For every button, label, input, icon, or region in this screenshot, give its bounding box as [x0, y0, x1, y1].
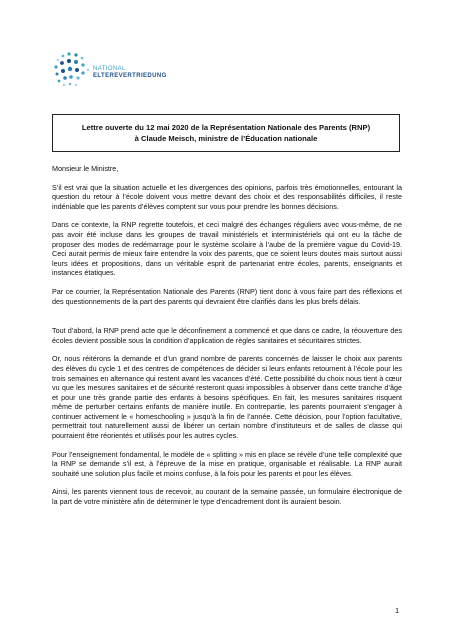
paragraph-1: S’il est vrai que la situation actuelle et les divergences des opinions, parfois très émotionnelles, entourant la question du retour à l’école doivent vous mettre devant des choix et des responsabilités difficiles, il reste indéniable que les parents d’élèves comptent sur vous pour prendre les bonnes décisions. — [52, 182, 402, 211]
logo-text-national: NATIONAL — [93, 66, 126, 72]
letter-title-box — [52, 114, 400, 152]
salutation: Monsieur le Ministre, — [52, 164, 119, 173]
letter-body — [52, 164, 402, 516]
letter-title-line-1: Lettre ouverte du 12 mai 2020 de la Représentation Nationale des Parents (RNP) — [81, 123, 371, 132]
paragraph-4: Tout d’abord, la RNP prend acte que le déconfinement a commencé et que dans ce cadre, la réouverture des écoles devient possible sous la condition d’application de règles sanitaires et sécuritaires strictes. — [52, 326, 402, 345]
paragraph-7: Ainsi, les parents viennent tous de recevoir, au courant de la semaine passée, un formulaire électronique de la part de votre ministère afin de déterminer le type d’encadrement dont ils auraient besoin. — [52, 487, 402, 507]
logo-text-elterevertriedung: ELTEREVERTRIEDUNG — [93, 73, 167, 79]
paragraph-2: Dans ce contexte, la RNP regrette toutefois, et ceci malgré des échanges réguliers avec vous-même, de ne pas avoir été incluse dans les groupes de travail ministériels et interministériels qui ont eu la tâche de proposer des modes de redémarrage pour le système scolaire à l’aube de la première vague du Covid-19. Ceci aurait permis de mieux faire entendre la voix des parents, que ce soient leurs doutes mais surtout aussi leurs idées et propositions, dans un véritable esprit de partenariat entre écoles, parents, enseignants et instances étatiques. — [52, 220, 402, 278]
letter-title-line-2: à Claude Meisch, ministre de l’Éducation nationale — [134, 134, 318, 143]
paragraph-3: Par ce courrier, la Représentation Nationale des Parents (RNP) tient donc à vous faire part des réflexions et des questionnements de la part des parents qui devraient être clarifiés dans les plus brefs délais. — [52, 286, 402, 306]
paragraph-5: Or, nous réitérons la demande et d’un grand nombre de parents concernés de laisser le choix aux parents des élèves du cycle 1 et des centres de compétences de décider si leurs enfants retournent à l’école pour les trois semaines en alternance qui restent avant les vacances d’été. Cette possibilité du choix nous tient à cœur vu que les mesures sanitaires et de sécurité resteront quasi impossibles à observer dans cette tranche d’âge et pour une très grande partie des enfants à besoins spécifiques. En fait, les mesures sanitaires risquent même de perturber certains enfants de manière inutile. En contrepartie, les parents pourraient s’engager à continuer activement le « homeschooling » jusqu’à la fin de l’année. Cette décision, pour l’option facultative, permettrait tout naturellement aussi de libérer un certain nombre d’instituteurs et de salles de classe qui pourraient être réorientés et utilisés pour les autres cycles. — [52, 354, 402, 441]
page-number: 1 — [395, 606, 400, 615]
paragraph-6: Pour l’enseignement fondamental, le modèle de « splitting » mis en place se révèle d’une telle complexité que la RNP se demande s’il est, à l’épreuve de la mise en pratique, organisable et réalisable. La RNP aurait souhaité une solution plus facile et moins confuse, à la fois pour les parents et pour les élèves. — [52, 449, 402, 478]
logo-dots — [54, 52, 89, 86]
